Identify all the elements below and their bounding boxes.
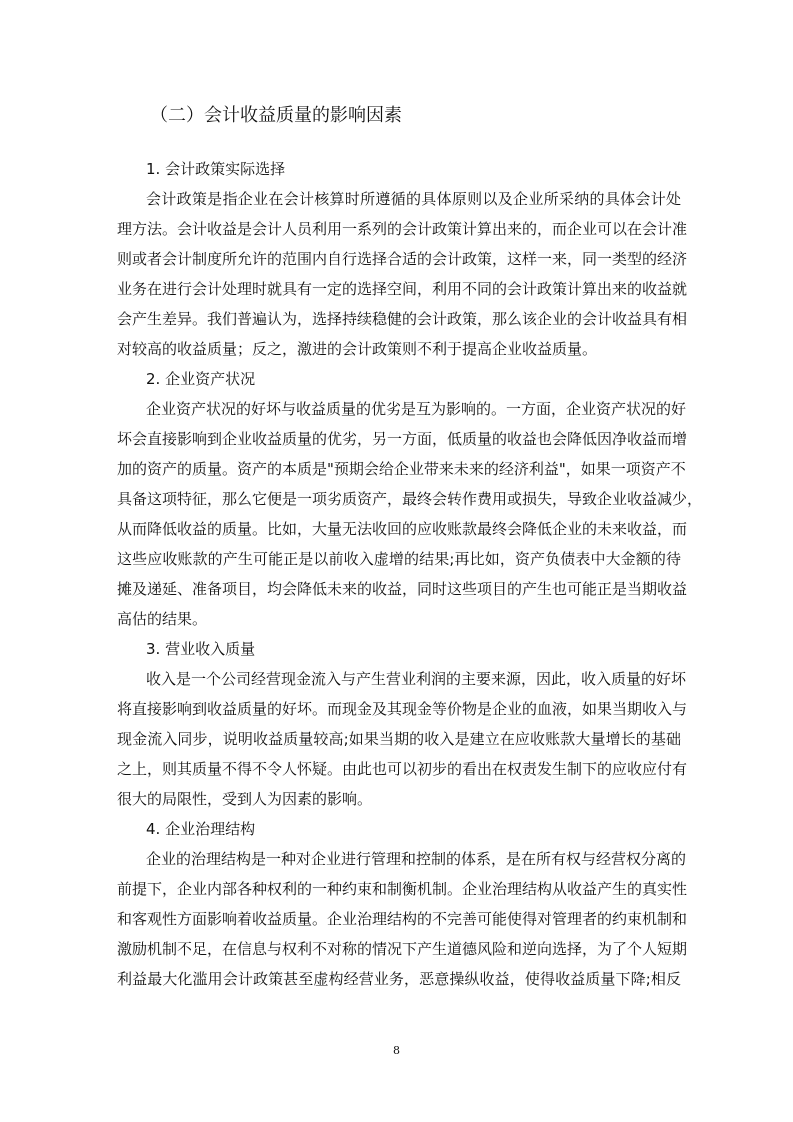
section-asset-status xyxy=(117,364,703,634)
text-line: 理方法。会计收益是会计人员利用一系列的会计政策计算出来的，而企业可以在会计准 xyxy=(117,220,688,238)
page-number: 8 xyxy=(393,1044,400,1057)
subheading-accounting-policy: 1. 会计政策实际选择 xyxy=(146,160,286,178)
text-line: 从而降低收益的质量。比如，大量无法收回的应收账款最终会降低企业的未来收益，而 xyxy=(117,520,688,538)
text-line: 和客观性方面影响着收益质量。企业治理结构的不完善可能使得对管理者的约束机制和 xyxy=(117,910,688,928)
text-line: 现金流入同步，说明收益质量较高;如果当期的收入是建立在应收账款大量增长的基础 xyxy=(117,730,681,748)
subheading-corporate-governance: 4. 企业治理结构 xyxy=(146,820,256,838)
text-line: 业务在进行会计处理时就具有一定的选择空间，利用不同的会计政策计算出来的收益就 xyxy=(117,280,688,298)
paragraph-asset-status xyxy=(117,394,703,634)
text-line: 企业的治理结构是一种对企业进行管理和控制的体系，是在所有权与经营权分离的 xyxy=(146,850,687,868)
paragraph-corporate-governance xyxy=(117,844,688,994)
text-line: 高估的结果。 xyxy=(117,610,208,628)
document-body xyxy=(117,154,703,994)
text-line: 对较高的收益质量；反之，激进的会计政策则不利于提高企业收益质量。 xyxy=(117,340,598,358)
section-operating-revenue xyxy=(117,634,688,814)
text-line: 之上，则其质量不得不令人怀疑。由此也可以初步的看出在权责发生制下的应收应付有 xyxy=(117,760,688,778)
text-line: 会计政策是指企业在会计核算时所遵循的具体原则以及企业所采纳的具体会计处 xyxy=(146,190,681,208)
text-line: 利益最大化滥用会计政策甚至虚构经营业务，恶意操纵收益，使得收益质量下降;相反 xyxy=(117,970,681,988)
text-line: 收入是一个公司经营现金流入与产生营业利润的主要来源，因此，收入质量的好坏 xyxy=(146,670,687,688)
paragraph-operating-revenue xyxy=(117,664,688,814)
text-line: 具备这项特征，那么它便是一项劣质资产，最终会转作费用或损失，导致企业收益减少， xyxy=(117,490,703,508)
text-line: 将直接影响到收益质量的好坏。而现金及其现金等价物是企业的血液，如果当期收入与 xyxy=(117,700,688,718)
section-corporate-governance xyxy=(117,814,688,994)
paragraph-accounting-policy xyxy=(117,184,688,364)
text-line: 会产生差异。我们普遍认为，选择持续稳健的会计政策，那么该企业的会计收益具有相 xyxy=(117,310,688,328)
text-line: 前提下，企业内部各种权利的一种约束和制衡机制。企业治理结构从收益产生的真实性 xyxy=(117,880,688,898)
text-line: 则或者会计制度所允许的范围内自行选择合适的会计政策，这样一来，同一类型的经济 xyxy=(117,250,688,268)
text-line: 摊及递延、准备项目，均会降低未来的收益，同时这些项目的产生也可能正是当期收益 xyxy=(117,580,688,598)
text-line: 激励机制不足，在信息与权利不对称的情况下产生道德风险和逆向选择，为了个人短期 xyxy=(117,940,688,958)
text-line: 加的资产的质量。资产的本质是"预期会给企业带来未来的经济利益"，如果一项资产不 xyxy=(117,460,686,478)
text-line: 很大的局限性，受到人为因素的影响。 xyxy=(117,790,373,808)
subheading-operating-revenue: 3. 营业收入质量 xyxy=(146,640,256,658)
text-line: 企业资产状况的好坏与收益质量的优劣是互为影响的。一方面，企业资产状况的好 xyxy=(146,400,687,418)
section-accounting-policy xyxy=(117,154,688,364)
subheading-asset-status: 2. 企业资产状况 xyxy=(146,370,256,388)
text-line: 坏会直接影响到企业收益质量的优劣，另一方面，低质量的收益也会降低因净收益而增 xyxy=(117,430,688,448)
section-heading: （二）会计收益质量的影响因素 xyxy=(150,105,402,126)
text-line: 这些应收账款的产生可能正是以前收入虚增的结果;再比如，资产负债表中大金额的待 xyxy=(117,550,681,568)
